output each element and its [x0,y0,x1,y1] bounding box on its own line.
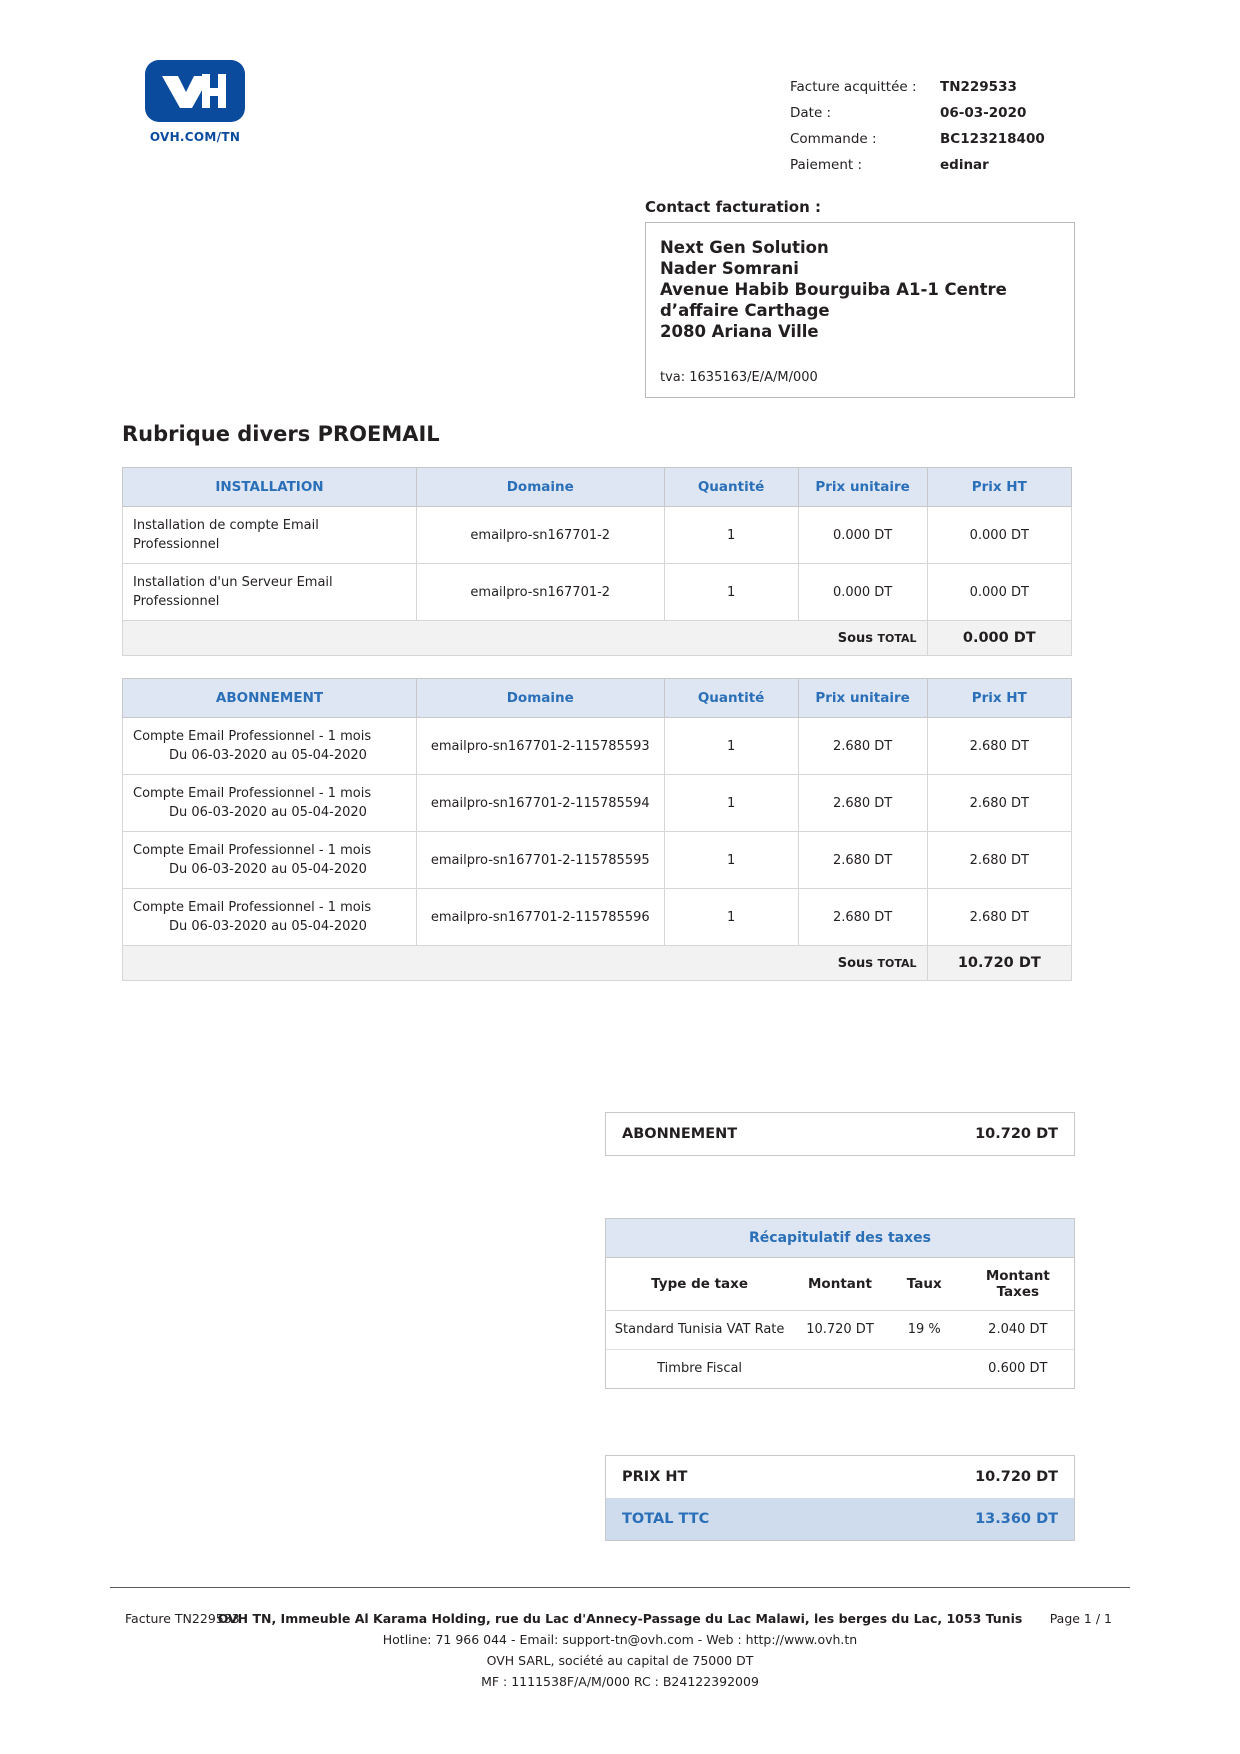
tax-col-type: Type de taxe [606,1258,793,1311]
row-unit-price: 0.000 DT [798,564,927,621]
row-description-period: Du 06-03-2020 au 05-04-2020 [169,805,367,820]
tax-header-row [606,1258,1074,1311]
summary-subscription-value: 10.720 DT [975,1126,1058,1142]
row-description: Installation de compte Email Professionnel [123,507,417,564]
row-description-main: Compte Email Professionnel - 1 mois [133,729,372,744]
row-unit-price: 2.680 DT [798,775,927,832]
meta-value: edinar [940,157,989,173]
brand-logo-text: OVH.COM/TN [149,130,241,144]
billing-contact-box [645,222,1075,398]
tax-col-tax-amount: Montant Taxes [962,1258,1074,1311]
subscription-table-wrap [122,678,1072,981]
section-title: Rubrique divers PROEMAIL [122,422,440,446]
row-domain: emailpro-sn167701-2-115785595 [416,832,664,889]
tax-summary-title: Récapitulatif des taxes [606,1219,1074,1258]
meta-row [790,152,1130,178]
col-header-subscription: ABONNEMENT [123,679,417,718]
row-description-period: Du 06-03-2020 au 05-04-2020 [169,748,367,763]
row-description: Installation d'un Serveur Email Professionnel [123,564,417,621]
table-header-row [123,679,1072,718]
row-price-ht: 2.680 DT [927,889,1071,946]
col-header-quantity: Quantité [664,679,798,718]
row-quantity: 1 [664,832,798,889]
col-header-quantity: Quantité [664,468,798,507]
col-header-price-ht: Prix HT [927,679,1071,718]
total-ttc-label: TOTAL TTC [622,1511,710,1527]
meta-row [790,74,1130,100]
meta-value: 06-03-2020 [940,105,1027,121]
row-price-ht: 2.680 DT [927,718,1071,775]
footer-hotline: Hotline: 71 966 044 - Email: support-tn@ovh.com - Web : http://www.ovh.tn [382,1632,858,1647]
tax-row [606,1311,1074,1350]
row-price-ht: 2.680 DT [927,832,1071,889]
table-row [123,832,1072,889]
invoice-header [0,0,1240,178]
meta-label: Commande : [790,131,877,147]
installation-table-wrap [122,467,1072,656]
total-ttc-row [606,1498,1074,1540]
subtotal-value: 0.000 DT [927,621,1071,656]
row-description-period: Du 06-03-2020 au 05-04-2020 [169,862,367,877]
tax-table [606,1258,1074,1388]
row-domain: emailpro-sn167701-2-115785594 [416,775,664,832]
row-description [123,718,417,775]
row-unit-price: 2.680 DT [798,889,927,946]
footer-company-address: OVH TN, Immeuble Al Karama Holding, rue du Lac d'Annecy-Passage du Lac Malawi, les berges du Lac, 1053 Tunis [217,1611,1023,1626]
tax-row [606,1350,1074,1389]
col-header-domain: Domaine [416,468,664,507]
row-description-main: Compte Email Professionnel - 1 mois [133,900,372,915]
billing-contact [645,198,1075,398]
row-quantity: 1 [664,507,798,564]
row-description-period: Du 06-03-2020 au 05-04-2020 [169,919,367,934]
footer-divider [110,1587,1130,1588]
tax-col-amount: Montant [793,1258,887,1311]
table-header-row [123,468,1072,507]
contact-line: Next Gen Solution [660,238,829,257]
tax-amount [793,1350,887,1389]
row-price-ht: 0.000 DT [927,507,1071,564]
contact-line: Avenue Habib Bourguiba A1-1 Centre [660,280,1007,299]
invoice-meta [790,74,1130,178]
row-domain: emailpro-sn167701-2-115785593 [416,718,664,775]
total-ht-value: 10.720 DT [975,1469,1058,1485]
tax-type: Timbre Fiscal [657,1361,743,1376]
meta-label: Date : [790,105,832,121]
row-description [123,889,417,946]
totals-box [605,1455,1075,1541]
col-header-unit-price: Prix unitaire [798,468,927,507]
meta-row [790,100,1130,126]
row-domain: emailpro-sn167701-2 [416,507,664,564]
subtotal-value: 10.720 DT [927,946,1071,981]
subtotal-label: Sous TOTAL [123,946,928,981]
ovh-logo-icon [145,60,245,122]
tax-type: Standard Tunisia VAT Rate [606,1311,793,1350]
table-row [123,775,1072,832]
footer-invoice-ref: Facture TN229533 [125,1611,240,1626]
row-description-main: Compte Email Professionnel - 1 mois [133,843,372,858]
row-quantity: 1 [664,718,798,775]
invoice-footer [0,1608,1240,1692]
tax-col-rate: Taux [887,1258,962,1311]
col-header-installation: INSTALLATION [123,468,417,507]
tax-tax-amount: 2.040 DT [962,1311,1074,1350]
row-description [123,832,417,889]
meta-label: Paiement : [790,157,863,173]
contact-line: Nader Somrani [660,259,799,278]
billing-contact-title: Contact facturation : [645,198,821,216]
total-ht-label: PRIX HT [622,1469,688,1485]
row-price-ht: 0.000 DT [927,564,1071,621]
col-header-domain: Domaine [416,679,664,718]
row-quantity: 1 [664,889,798,946]
contact-line: d’affaire Carthage [660,301,830,320]
table-row [123,507,1072,564]
row-description-main: Compte Email Professionnel - 1 mois [133,786,372,801]
footer-capital: OVH SARL, société au capital de 75000 DT [486,1653,754,1668]
row-domain: emailpro-sn167701-2-115785596 [416,889,664,946]
table-row [123,718,1072,775]
footer-page-number: Page 1 / 1 [1049,1611,1112,1626]
table-row [123,889,1072,946]
tax-summary-box [605,1218,1075,1389]
brand-logo [125,60,325,144]
contact-tva: tva: 1635163/E/A/M/000 [660,370,818,385]
row-quantity: 1 [664,775,798,832]
table-row [123,564,1072,621]
subscription-table [122,678,1072,981]
footer-company-line [0,1608,1240,1629]
total-ht-row [606,1456,1074,1498]
tax-tax-amount: 0.600 DT [988,1361,1048,1376]
row-unit-price: 0.000 DT [798,507,927,564]
subtotal-label: Sous TOTAL [123,621,928,656]
footer-ids: MF : 1111538F/A/M/000 RC : B24122392009 [481,1674,759,1689]
summary-subscription-box [605,1112,1075,1156]
row-domain: emailpro-sn167701-2 [416,564,664,621]
subtotal-row [123,621,1072,656]
meta-row [790,126,1130,152]
row-unit-price: 2.680 DT [798,718,927,775]
tax-rate: 19 % [887,1311,962,1350]
meta-label: Facture acquittée : [790,79,917,95]
summary-subscription-label: ABONNEMENT [622,1126,738,1142]
row-unit-price: 2.680 DT [798,832,927,889]
tax-amount: 10.720 DT [793,1311,887,1350]
meta-value: BC123218400 [940,131,1045,147]
col-header-unit-price: Prix unitaire [798,679,927,718]
subtotal-row [123,946,1072,981]
row-description [123,775,417,832]
meta-value: TN229533 [940,79,1017,95]
installation-table [122,467,1072,656]
row-quantity: 1 [664,564,798,621]
total-ttc-value: 13.360 DT [975,1511,1058,1527]
col-header-price-ht: Prix HT [927,468,1071,507]
contact-line: 2080 Ariana Ville [660,322,819,341]
tax-rate [887,1350,962,1389]
row-price-ht: 2.680 DT [927,775,1071,832]
